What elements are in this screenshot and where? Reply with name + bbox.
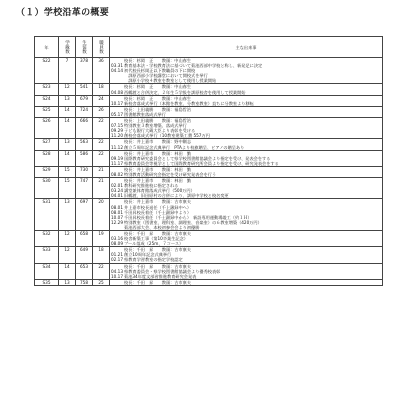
- event-text: 特別教室（図書室、理科室、調理室、音楽室）の６教室増築（420万円）: [124, 219, 262, 225]
- year-cell: S24: [35, 95, 59, 106]
- event-date: 09.29: [111, 128, 123, 134]
- event-line: [111, 161, 381, 166]
- table-row: [35, 263, 383, 279]
- students-cell: 758: [76, 279, 93, 285]
- event-text: 校長：上田義勝 教頭：福島哲治: [124, 106, 192, 112]
- staff-cell: 24: [93, 95, 110, 106]
- students-cell: 649: [76, 247, 93, 263]
- event-date: 10.07: [111, 214, 123, 220]
- header-year: 年: [35, 37, 59, 58]
- classes-cell: 15: [59, 178, 76, 199]
- event-text: 県教育学習教室の指定学校認定: [124, 257, 183, 263]
- event-text: 校長：千田 昇 教頭：古市康夫: [124, 263, 192, 269]
- event-text: 図書館教室落成式挙行: [124, 111, 166, 117]
- year-cell: S33: [35, 247, 59, 263]
- event-line: [111, 90, 381, 95]
- events-cell: [110, 106, 383, 117]
- table-row: [35, 279, 383, 285]
- event-date: 03.16: [111, 236, 123, 242]
- event-text: 西鶴渡と合併決定、２年生５学級を訓原校舎を使用して授業開始: [124, 89, 246, 95]
- year-cell: S26: [35, 118, 59, 139]
- event-text: 創立10周年記念式典挙行: [124, 252, 172, 258]
- table-row: [35, 139, 383, 150]
- students-cell: 541: [76, 84, 93, 95]
- year-cell: S34: [35, 263, 59, 279]
- event-text: 校長：井上嘉市 教頭：古市康夫: [124, 199, 192, 205]
- event-text: 新校舎落成式挙行（本館を教室、分教室教室）直ちに分教室より移転: [124, 100, 254, 106]
- event-date: 08.01: [111, 204, 123, 210]
- table-row: [35, 84, 383, 95]
- year-cell: S29: [35, 166, 59, 177]
- event-date: 08.02: [111, 171, 123, 177]
- classes-cell: 13: [59, 199, 76, 231]
- events-cell: [110, 58, 383, 84]
- students-cell: 679: [76, 95, 93, 106]
- page-title: （１）学校沿革の概要: [16, 8, 110, 18]
- event-text: 菊池西部大会、本校初参会会より初優勝: [124, 224, 200, 230]
- event-date: 10.17: [111, 100, 123, 106]
- table-row: [35, 118, 383, 139]
- event-text: 教育基本法・学校教育法に基づいて菊池西部中学校と称し、新発足に決定: [124, 63, 263, 69]
- classes-cell: 13: [59, 279, 76, 285]
- event-line: [111, 101, 381, 106]
- staff-cell: 22: [93, 118, 110, 139]
- event-text: 訓原小学校４教室を教室として使用し授業開始: [124, 78, 217, 84]
- classes-cell: 13: [59, 139, 76, 150]
- students-cell: 653: [76, 263, 93, 279]
- table-row: [35, 231, 383, 247]
- event-text: 初代校長杉岡正以下教職員の下に開校: [124, 68, 196, 74]
- event-text: 旧鶴渡、旧田原村の合併により、訓原中学校と校名変更: [124, 193, 229, 199]
- event-text: 県教育委員会等視学として国際教育研究所会員より指定を受け、研究発表会をする: [124, 160, 279, 166]
- year-cell: S27: [35, 139, 59, 150]
- event-date: 08.01: [111, 209, 123, 215]
- school-history-table: [34, 36, 383, 286]
- event-text: 教科研究推進校に指定される: [124, 183, 179, 189]
- event-date: 09.19: [111, 155, 123, 161]
- event-date: 04.14: [111, 68, 123, 74]
- header-events: 主な出来事: [110, 37, 383, 58]
- classes-cell: 7: [59, 58, 76, 84]
- event-text: 子ども銀行大蔵大臣より表彰を受ける: [124, 128, 196, 134]
- table-row: [35, 95, 383, 106]
- header-classes: 学級数: [59, 37, 76, 58]
- event-text: 国際教育研究委員会として県学校図書館協議会より指定を受け、発表会をする: [124, 155, 271, 161]
- year-cell: S30: [35, 178, 59, 199]
- year-cell: S28: [35, 150, 59, 166]
- event-date: 12.29: [111, 219, 123, 225]
- event-date: 04.08: [111, 89, 123, 95]
- event-date: 02.17: [111, 257, 123, 263]
- event-date: 07.15: [111, 123, 123, 129]
- event-text: 県教育委員会・県学校図書館協議会より優秀校表彰: [124, 268, 221, 274]
- staff-cell: 25: [93, 279, 110, 285]
- event-date: 10.17: [111, 273, 123, 279]
- event-text: 校長：千田 昇 教頭：古市康夫: [124, 279, 192, 285]
- events-cell: [110, 84, 383, 95]
- event-text: 菊池34年度文部省推進教育研究会発表: [124, 273, 197, 279]
- events-cell: [110, 247, 383, 263]
- event-text: 千田昇校長着任（千土鍬録中より）: [124, 209, 192, 215]
- staff-cell: 20: [93, 199, 110, 231]
- event-text: 校長：井上嘉市 教頭：林田 勤: [124, 150, 192, 156]
- table-row: [35, 166, 383, 177]
- events-cell: [110, 279, 383, 285]
- event-text: 特別教育活動研究会指定を受け研究発表会を行う: [124, 171, 217, 177]
- staff-cell: 18: [93, 247, 110, 263]
- event-text: 創立５周年記念式典挙行 PTAより校旗贈呈、ピアノの贈呈あり: [124, 144, 245, 150]
- staff-cell: 18: [93, 84, 110, 95]
- students-cell: 697: [76, 199, 93, 231]
- event-date: 04.01: [111, 193, 123, 199]
- table-row: [35, 247, 383, 263]
- staff-cell: 21: [93, 166, 110, 177]
- year-cell: S22: [35, 58, 59, 84]
- classes-cell: 14: [59, 118, 76, 139]
- event-line: [111, 78, 381, 83]
- event-line: [111, 172, 381, 177]
- classes-cell: 12: [59, 84, 76, 95]
- events-cell: [110, 263, 383, 279]
- table-row: [35, 106, 383, 117]
- event-text: 校長：千田 昇 教頭：古市康夫: [124, 231, 192, 236]
- event-text: 井上嘉市校長退任（千上鍬録中へ）: [124, 204, 192, 210]
- event-date: 11.20: [111, 133, 123, 139]
- staff-cell: 22: [93, 263, 110, 279]
- events-cell: [110, 231, 383, 247]
- event-line: [111, 145, 381, 150]
- events-cell: [110, 139, 383, 150]
- event-line: [111, 193, 381, 198]
- classes-cell: 14: [59, 150, 76, 166]
- students-cell: 666: [76, 118, 93, 139]
- event-text: 講堂兼体育館落成式挙行（500万円）: [124, 188, 195, 194]
- year-cell: S31: [35, 199, 59, 231]
- students-cell: 747: [76, 178, 93, 199]
- classes-cell: 12: [59, 247, 76, 263]
- year-cell: S23: [35, 84, 59, 95]
- header-staff: 職員数: [93, 37, 110, 58]
- event-text: 校長：井上嘉市 教頭：林田 勤: [124, 166, 192, 172]
- event-text: 校長：杉岡 正 教頭：中山春生: [124, 58, 192, 63]
- classes-cell: 13: [59, 95, 76, 106]
- table-row: [35, 178, 383, 199]
- year-cell: S32: [35, 231, 59, 247]
- staff-cell: 36: [93, 58, 110, 84]
- event-text: 訓原西部小学校講堂において開校式を挙行: [124, 73, 208, 79]
- event-date: 03.31: [111, 63, 123, 69]
- header-students: 生徒数: [76, 37, 93, 58]
- event-text: 校長：杉岡 正 教頭：中山春生: [124, 84, 192, 90]
- table-row: [35, 199, 383, 231]
- students-cell: 730: [76, 166, 93, 177]
- event-text: 千田昇校長着任（千土鍬録中から） 新設専用運動場竣工（約１Ｈ）: [124, 214, 252, 220]
- event-text: 特別教室３教室増築、落成式挙行: [124, 123, 187, 129]
- year-cell: S25: [35, 106, 59, 117]
- events-cell: [110, 166, 383, 177]
- event-date: 02.01: [111, 183, 123, 189]
- classes-cell: 12: [59, 231, 76, 247]
- table-row: [35, 58, 383, 84]
- event-text: 校長：井上嘉市 教頭：林田 勤: [124, 178, 192, 184]
- students-cell: 658: [76, 231, 93, 247]
- event-line: [111, 112, 381, 117]
- students-cell: 563: [76, 139, 93, 150]
- events-cell: [110, 150, 383, 166]
- students-cell: 724: [76, 106, 93, 117]
- event-line: [111, 225, 381, 230]
- events-cell: [110, 178, 383, 199]
- events-cell: [110, 95, 383, 106]
- students-cell: 586: [76, 150, 93, 166]
- students-cell: 378: [76, 58, 93, 84]
- classes-cell: 15: [59, 166, 76, 177]
- event-date: 04.13: [111, 268, 123, 274]
- event-date: 11.17: [111, 160, 123, 166]
- table-header-row: [35, 37, 383, 58]
- staff-cell: 22: [93, 150, 110, 166]
- event-line: [111, 280, 381, 285]
- events-cell: [110, 118, 383, 139]
- staff-cell: 22: [93, 139, 110, 150]
- event-date: 11.12: [111, 144, 123, 150]
- event-date: 01.21: [111, 252, 123, 258]
- staff-cell: 21: [93, 178, 110, 199]
- event-text: 校長：井上嘉市 教頭：野中剛志: [124, 139, 192, 145]
- event-text: 校長：上田義勝 教頭：福島哲治: [124, 118, 192, 124]
- event-line: [111, 133, 381, 138]
- event-date: 03.24: [111, 188, 123, 194]
- classes-cell: 14: [59, 263, 76, 279]
- event-text: 校長：杉岡 正 教頭：中山春生: [124, 95, 192, 101]
- event-text: 校長：千田 昇 教頭：古市康夫: [124, 247, 192, 253]
- event-line: [111, 274, 381, 279]
- event-line: [111, 257, 381, 262]
- classes-cell: 14: [59, 106, 76, 117]
- event-date: 05.17: [111, 111, 123, 117]
- year-cell: S35: [35, 279, 59, 285]
- events-cell: [110, 199, 383, 231]
- staff-cell: 26: [93, 106, 110, 117]
- event-date: 08.09: [111, 241, 123, 247]
- event-text: プール落成（25m、７コース）: [124, 241, 184, 247]
- table-row: [35, 150, 383, 166]
- event-text: 校舎新築工事（第10卒業生記念）: [124, 236, 188, 242]
- event-text: 創校会落成式挙行（10教室建築工費 557万円: [124, 133, 210, 139]
- staff-cell: 19: [93, 231, 110, 247]
- event-line: [111, 241, 381, 246]
